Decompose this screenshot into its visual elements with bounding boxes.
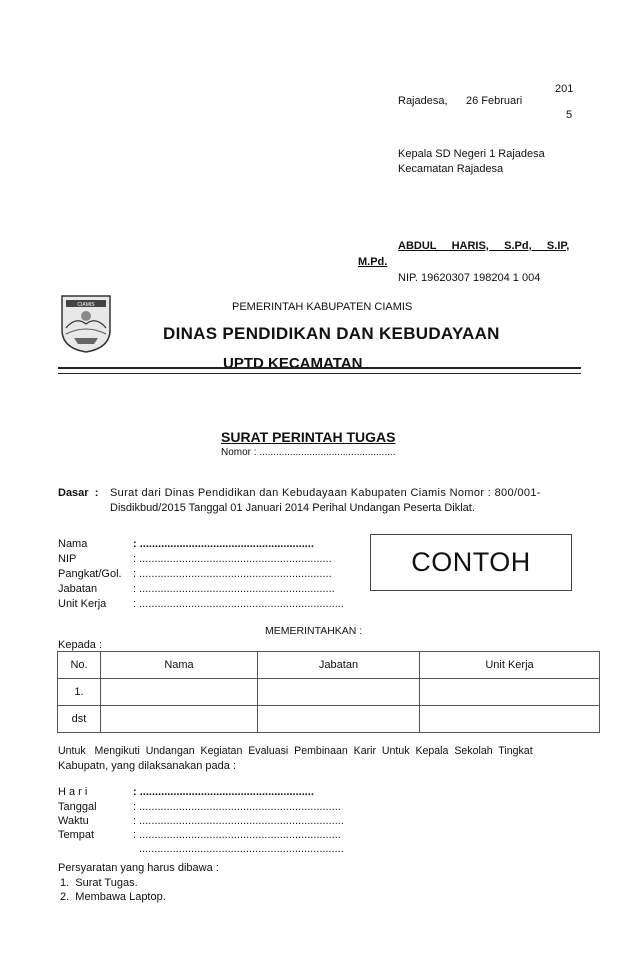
place-label: Rajadesa, <box>398 95 448 107</box>
schedule-value-hari: : ......................................................... <box>133 786 314 798</box>
identity-label-pangkat: Pangkat/Gol. <box>58 568 122 580</box>
table-cell-no: dst <box>58 706 101 733</box>
signer-nip: NIP. 19620307 198204 1 004 <box>398 272 541 284</box>
identity-value-pangkat: : ............................................................... <box>133 568 332 580</box>
table-cell-unit-kerja <box>420 706 600 733</box>
letter-date: 26 Februari <box>466 95 523 107</box>
table-cell-jabatan <box>258 706 420 733</box>
untuk-line1: Untuk Mengikuti Undangan Kegiatan Evaluasi Pembinaan Karir Untuk Kepala Sekolah Tingkat <box>58 745 533 757</box>
pemerintah-heading: PEMERINTAH KABUPATEN CIAMIS <box>232 301 413 313</box>
signer-name-line2: M.Pd. <box>358 256 388 268</box>
schedule-value-waktu: : ................................................................... <box>133 815 344 827</box>
dasar-line1: Surat dari Dinas Pendidikan dan Kebudayaan Kabupaten Ciamis Nomor : 800/001- <box>110 487 541 499</box>
letterhead-rule-thin <box>58 373 581 374</box>
identity-label-nip: NIP <box>58 553 77 565</box>
schedule-value-tempat: : .................................................................. <box>133 829 341 841</box>
letter-nomor: Nomor : ................................................. <box>221 447 396 458</box>
identity-value-nip: : ............................................................... <box>133 553 332 565</box>
schedule-label-hari: H a r i <box>58 786 88 798</box>
table-row <box>58 679 600 706</box>
identity-value-unit-kerja: : ................................................................... <box>133 598 344 610</box>
dinas-heading: DINAS PENDIDIKAN DAN KEBUDAYAAN <box>163 324 500 343</box>
table-header-row <box>58 652 600 679</box>
schedule-label-waktu: Waktu <box>58 815 89 827</box>
contoh-stamp: CONTOH <box>370 534 572 591</box>
dasar-line2: Disdikbud/2015 Tanggal 01 Januari 2014 Perihal Undangan Peserta Diklat. <box>110 502 475 514</box>
schedule-value-tanggal: : .................................................................. <box>133 801 341 813</box>
col-header-nama: Nama <box>101 652 258 679</box>
persyaratan-heading: Persyaratan yang harus dibawa : <box>58 862 219 874</box>
assignee-table <box>57 651 600 733</box>
identity-value-nama: : ......................................................... <box>133 538 314 550</box>
col-header-jabatan: Jabatan <box>258 652 420 679</box>
table-cell-unit-kerja <box>420 679 600 706</box>
table-cell-nama <box>101 679 258 706</box>
persyaratan-item: 1. Surat Tugas. <box>60 877 138 889</box>
col-header-no: No. <box>58 652 101 679</box>
recipient-line1: Kepala SD Negeri 1 Rajadesa <box>398 148 545 160</box>
dasar-label: Dasar : <box>58 487 99 499</box>
col-header-unit-kerja: Unit Kerja <box>420 652 600 679</box>
identity-label-nama: Nama <box>58 538 88 550</box>
year-part2: 5 <box>566 109 573 121</box>
logo-text: CIAMIS <box>77 302 95 308</box>
identity-value-jabatan: : ................................................................ <box>133 583 335 595</box>
kepada-label: Kepada : <box>58 639 103 651</box>
letter-title: SURAT PERINTAH TUGAS <box>221 429 396 445</box>
memerintahkan-heading: MEMERINTAHKAN : <box>265 625 363 637</box>
table-row <box>58 706 600 733</box>
table-cell-no: 1. <box>58 679 101 706</box>
uptd-heading: UPTD KECAMATAN <box>223 355 363 367</box>
schedule-extra-line: ................................................................... <box>139 843 344 855</box>
table-cell-nama <box>101 706 258 733</box>
persyaratan-item: 2. Membawa Laptop. <box>60 891 166 903</box>
recipient-line2: Kecamatan Rajadesa <box>398 163 504 175</box>
signer-name-line1: ABDUL HARIS, S.Pd, S.IP, <box>398 240 570 252</box>
schedule-label-tanggal: Tanggal <box>58 801 97 813</box>
identity-label-unit-kerja: Unit Kerja <box>58 598 107 610</box>
ciamis-logo <box>60 294 112 354</box>
schedule-label-tempat: Tempat <box>58 829 95 841</box>
letterhead-rule-thick <box>58 367 581 369</box>
untuk-line2: Kabupatn, yang dilaksanakan pada : <box>58 760 236 772</box>
table-cell-jabatan <box>258 679 420 706</box>
identity-label-jabatan: Jabatan <box>58 583 98 595</box>
year-part1: 201 <box>555 83 574 95</box>
